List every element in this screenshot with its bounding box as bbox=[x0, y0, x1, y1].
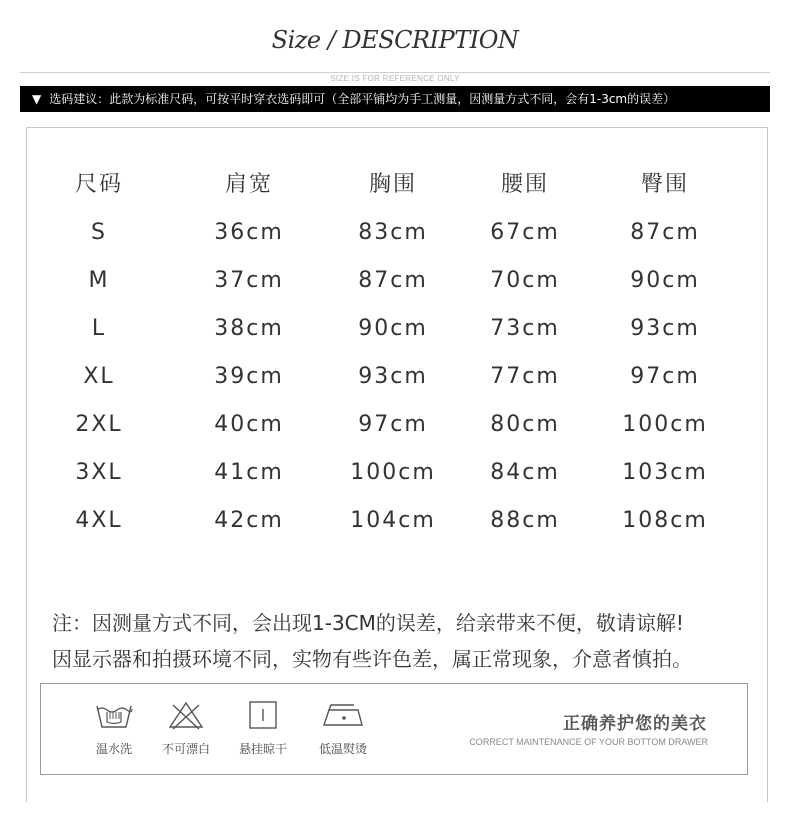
table-cell: 70cm bbox=[490, 268, 560, 293]
table-cell: M bbox=[88, 268, 110, 293]
table-cell: 93cm bbox=[358, 364, 428, 389]
header-cell: 肩宽 bbox=[224, 172, 273, 197]
table-cell: 84cm bbox=[490, 460, 560, 485]
table-cell: 80cm bbox=[490, 412, 560, 437]
care-item-iron bbox=[303, 700, 383, 757]
table-cell: 100cm bbox=[350, 460, 436, 485]
table-cell: 39cm bbox=[214, 364, 284, 389]
table-cell: 77cm bbox=[490, 364, 560, 389]
care-item-dry bbox=[223, 700, 303, 757]
table-cell: 87cm bbox=[358, 268, 428, 293]
hang-dry-icon bbox=[243, 700, 283, 730]
table-cell: 87cm bbox=[630, 220, 700, 245]
notice-bar bbox=[20, 86, 770, 112]
care-item-bleach bbox=[146, 700, 226, 757]
table-row bbox=[0, 403, 790, 447]
care-label-iron: 低温熨烫 bbox=[318, 742, 367, 756]
table-cell: 73cm bbox=[490, 316, 560, 341]
table-cell: 97cm bbox=[358, 412, 428, 437]
table-cell: 38cm bbox=[214, 316, 284, 341]
note-measurement: 注：因测量方式不同，会出现1-3CM的误差，给亲带来不便，敬请谅解! bbox=[52, 611, 684, 635]
care-item-wash bbox=[74, 700, 154, 757]
table-cell: 100cm bbox=[622, 412, 708, 437]
table-cell: 88cm bbox=[490, 508, 560, 533]
page-title: Size / DESCRIPTION bbox=[271, 26, 519, 54]
table-cell: XL bbox=[83, 364, 115, 389]
warm-wash-icon bbox=[94, 700, 134, 730]
table-cell: 67cm bbox=[490, 220, 560, 245]
table-row bbox=[0, 451, 790, 495]
care-title: 正确养护您的美衣 bbox=[563, 714, 707, 734]
table-header-row bbox=[0, 163, 790, 207]
triangle-down-icon: ▼ bbox=[32, 92, 42, 106]
table-cell: 104cm bbox=[350, 508, 436, 533]
table-row bbox=[0, 259, 790, 303]
header-cell: 腰围 bbox=[500, 172, 549, 197]
table-cell: 42cm bbox=[214, 508, 284, 533]
subtitle: SIZE IS FOR REFERENCE ONLY bbox=[324, 74, 465, 83]
header-cell: 胸围 bbox=[368, 172, 417, 197]
table-cell: 2XL bbox=[75, 412, 123, 437]
table-cell: 41cm bbox=[214, 460, 284, 485]
table-cell: L bbox=[91, 316, 107, 341]
table-cell: 103cm bbox=[622, 460, 708, 485]
table-row bbox=[0, 211, 790, 255]
care-label-wash: 温水洗 bbox=[95, 742, 132, 756]
table-cell: 83cm bbox=[358, 220, 428, 245]
table-cell: 36cm bbox=[214, 220, 284, 245]
notice-text: 选码建议：此款为标准尺码，可按平时穿衣选码即可（全部平铺均为手工测量，因测量方式不同，会有1-3cm的误差） bbox=[49, 92, 676, 106]
note-color: 因显示器和拍摄环境不同，实物有些许色差，属正常现象，介意者慎拍。 bbox=[52, 647, 692, 671]
table-cell: 40cm bbox=[214, 412, 284, 437]
table-cell: 4XL bbox=[75, 508, 123, 533]
no-bleach-icon bbox=[166, 700, 206, 730]
subtitle-wrap bbox=[0, 66, 790, 85]
header-cell: 尺码 bbox=[74, 172, 123, 197]
table-cell: 90cm bbox=[358, 316, 428, 341]
care-label-bleach: 不可漂白 bbox=[161, 742, 210, 756]
table-cell: 93cm bbox=[630, 316, 700, 341]
table-cell: 90cm bbox=[630, 268, 700, 293]
table-row bbox=[0, 307, 790, 351]
table-cell: S bbox=[91, 220, 107, 245]
table-cell: 37cm bbox=[214, 268, 284, 293]
low-iron-icon bbox=[320, 700, 366, 730]
care-label-dry: 悬挂晾干 bbox=[238, 742, 287, 756]
care-instructions bbox=[40, 683, 748, 775]
header-cell: 臀围 bbox=[640, 172, 689, 197]
table-row bbox=[0, 499, 790, 543]
table-cell: 108cm bbox=[622, 508, 708, 533]
table-row bbox=[0, 355, 790, 399]
table-cell: 3XL bbox=[75, 460, 123, 485]
table-cell: 97cm bbox=[630, 364, 700, 389]
care-subtitle: CORRECT MAINTENANCE OF YOUR BOTTOM DRAWER bbox=[469, 737, 708, 747]
